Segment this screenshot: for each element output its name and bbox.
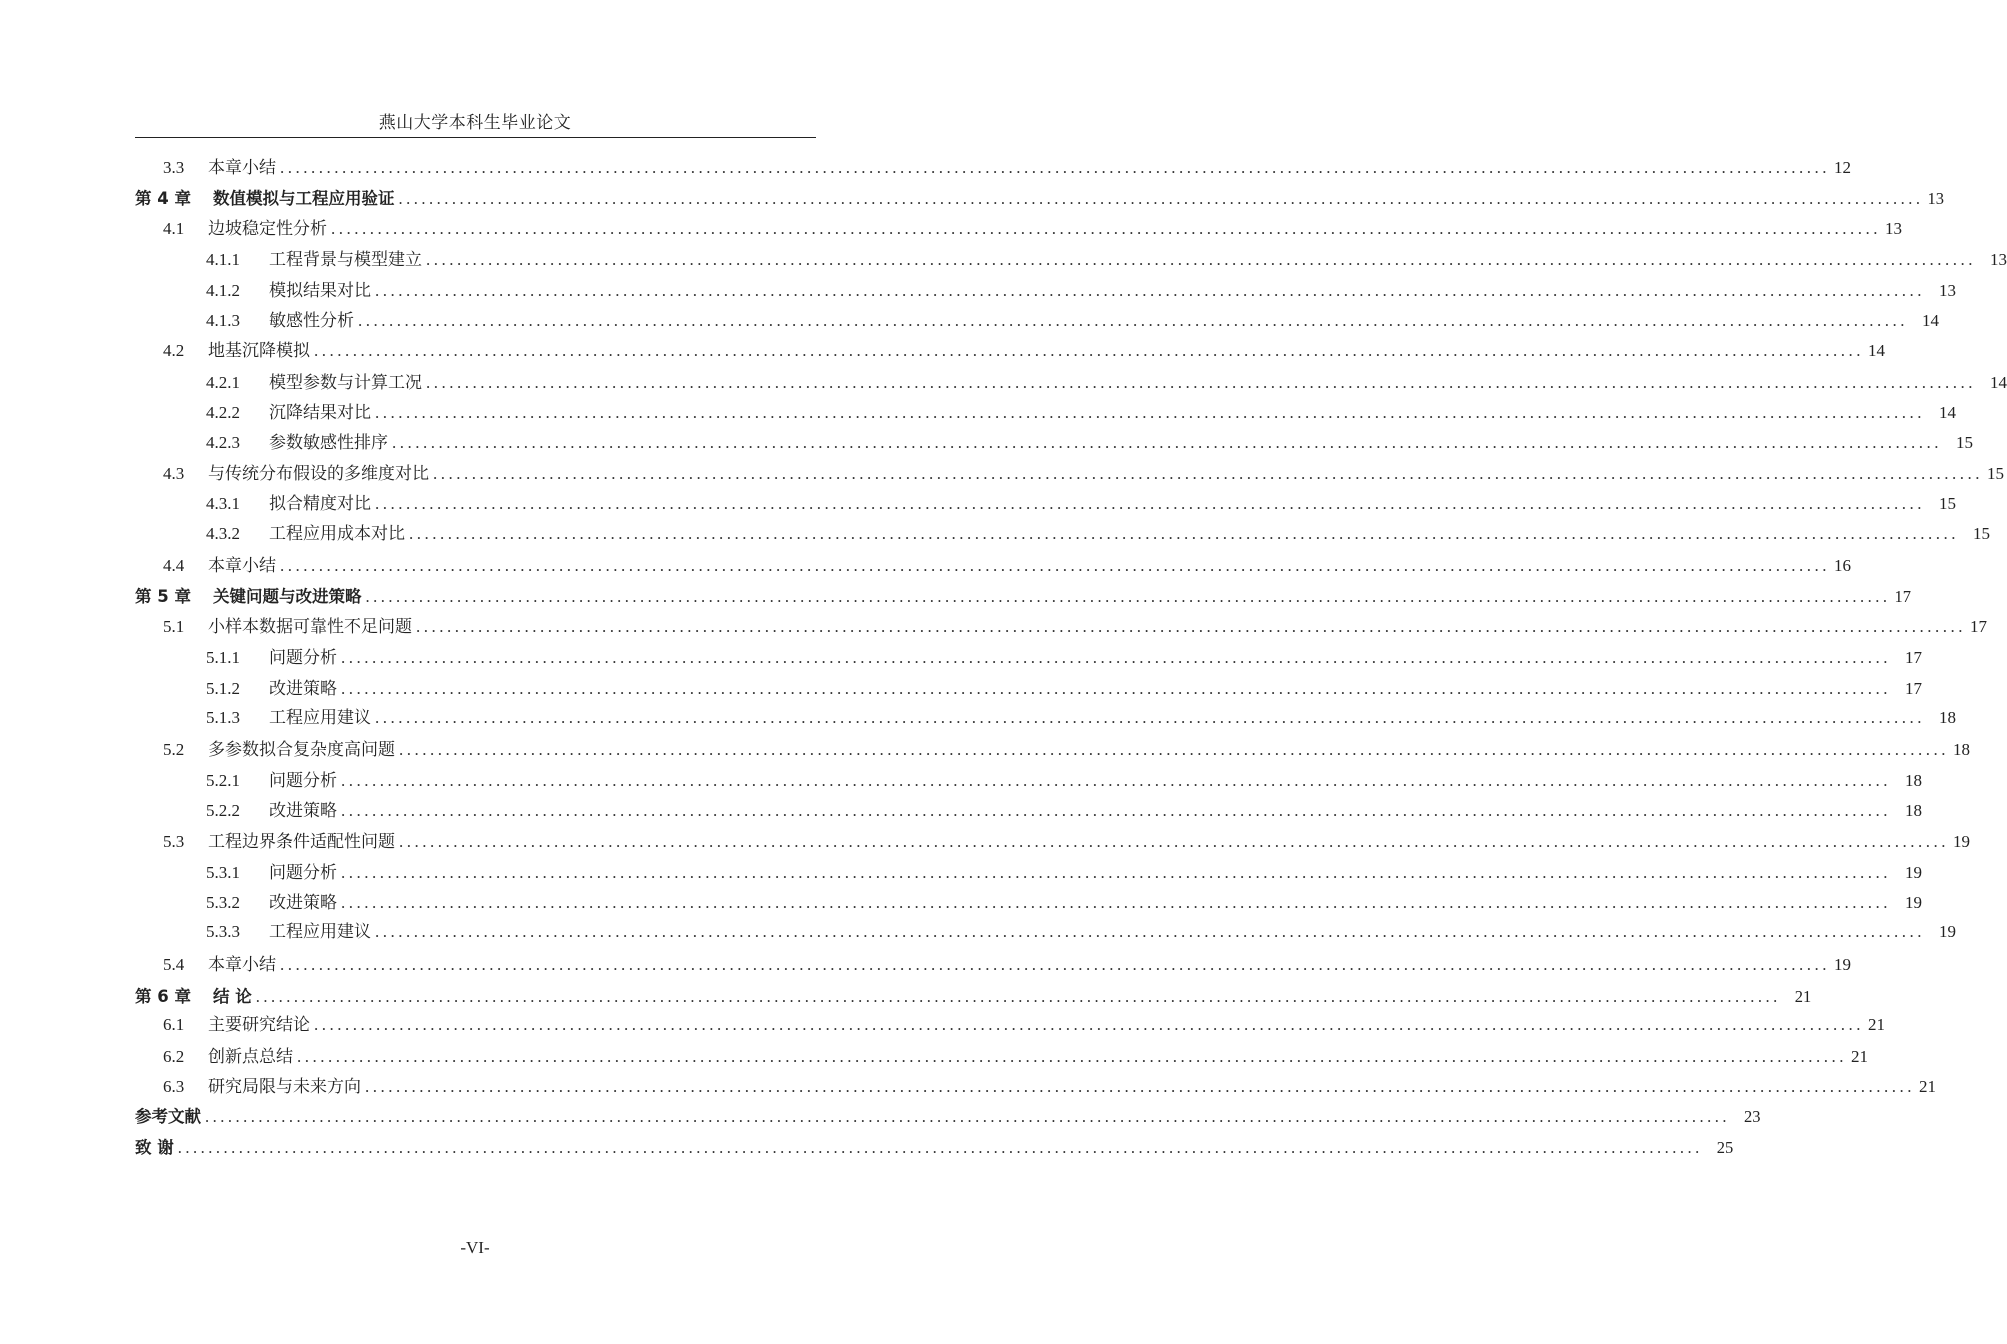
toc-page-number: 19 <box>1905 893 1922 912</box>
toc-entry-row[interactable] <box>135 769 1922 793</box>
toc-entry-row[interactable] <box>135 830 1970 854</box>
toc-entry-number: 第 4 章 <box>135 189 191 208</box>
toc-entry-title: 改进策略 <box>269 893 337 912</box>
toc-page-number: 25 <box>1716 1138 1734 1157</box>
toc-entry-number: 4.1 <box>163 219 185 238</box>
toc-entry-row[interactable] <box>135 401 1956 425</box>
toc-page-number: 14 <box>1990 373 2007 392</box>
toc-entry-number: 5.1 <box>163 617 185 636</box>
toc-entry-title: 工程应用建议 <box>269 708 371 727</box>
toc-leader-dots: ........................................................................................................................................................................................................ <box>331 219 1881 238</box>
toc-leader-dots: ........................................................................................................................................................................................................ <box>177 1138 1703 1157</box>
toc-entry-row[interactable] <box>135 677 1922 701</box>
toc-page-number: 19 <box>1905 863 1922 882</box>
toc-entry-row[interactable] <box>135 279 1956 303</box>
toc-entry-number: 6.2 <box>163 1047 185 1066</box>
toc-leader-dots: ........................................................................................................................................................................................................ <box>314 1015 1864 1034</box>
toc-leader-dots: ........................................................................................................................................................................................................ <box>280 158 1830 177</box>
toc-entry-number: 5.2.2 <box>206 801 240 820</box>
toc-page-number: 13 <box>1927 189 1944 208</box>
toc-chapter-row[interactable] <box>135 1105 1761 1129</box>
toc-page-number: 19 <box>1953 832 1970 851</box>
toc-entry-title: 工程应用建议 <box>269 922 371 941</box>
toc-entry-number: 4.1.3 <box>206 311 240 330</box>
toc-entry-title: 多参数拟合复杂度高问题 <box>208 740 395 759</box>
toc-leader-dots: ........................................................................................................................................................................................................ <box>399 832 1949 851</box>
toc-entry-number: 第 6 章 <box>135 987 191 1006</box>
toc-entry-title: 改进策略 <box>269 679 337 698</box>
toc-entry-title: 地基沉降模拟 <box>208 341 310 360</box>
toc-entry-row[interactable] <box>135 462 2004 486</box>
toc-leader-dots: ........................................................................................................................................................................................................ <box>297 1047 1847 1066</box>
toc-entry-row[interactable] <box>135 920 1956 944</box>
toc-entry-row[interactable] <box>135 309 1939 333</box>
toc-leader-dots: ........................................................................................................................................................................................................ <box>280 556 1830 575</box>
toc-page-number: 19 <box>1834 955 1851 974</box>
toc-page-number: 21 <box>1851 1047 1868 1066</box>
toc-page-number: 12 <box>1834 158 1851 177</box>
toc-leader-dots: ........................................................................................................................................................................................................ <box>433 464 1983 483</box>
toc-entry-row[interactable] <box>135 1013 1885 1037</box>
toc-page-number: 15 <box>1956 433 1973 452</box>
toc-page-number: 15 <box>1939 494 1956 513</box>
toc-leader-dots: ........................................................................................................................................................................................................ <box>314 341 1864 360</box>
toc-leader-dots: ........................................................................................................................................................................................................ <box>375 403 1925 422</box>
toc-entry-title: 边坡稳定性分析 <box>208 219 327 238</box>
toc-leader-dots: ........................................................................................................................................................................................................ <box>426 373 1976 392</box>
toc-entry-number: 6.1 <box>163 1015 185 1034</box>
toc-entry-title: 研究局限与未来方向 <box>208 1077 361 1096</box>
toc-leader-dots: ........................................................................................................................................................................................................ <box>398 189 1924 208</box>
toc-page-number: 17 <box>1894 587 1911 606</box>
toc-page-number: 13 <box>1885 219 1902 238</box>
toc-leader-dots: ........................................................................................................................................................................................................ <box>280 955 1830 974</box>
toc-page-number: 18 <box>1905 801 1922 820</box>
toc-entry-number: 4.1.1 <box>206 250 240 269</box>
toc-page-number: 17 <box>1970 617 1987 636</box>
toc-page-number: 17 <box>1905 679 1922 698</box>
toc-page-number: 23 <box>1744 1107 1761 1126</box>
toc-entry-title: 问题分析 <box>269 863 337 882</box>
toc-leader-dots: ........................................................................................................................................................................................................ <box>409 524 1959 543</box>
toc-entry-number: 6.3 <box>163 1077 185 1096</box>
toc-entry-number: 5.1.1 <box>206 648 240 667</box>
toc-entry-title: 敏感性分析 <box>269 311 354 330</box>
toc-entry-title: 与传统分布假设的多维度对比 <box>208 464 429 483</box>
toc-leader-dots: ........................................................................................................................................................................................................ <box>375 922 1925 941</box>
toc-leader-dots: ........................................................................................................................................................................................................ <box>399 740 1949 759</box>
toc-entry-row[interactable] <box>135 248 2007 272</box>
toc-entry-title: 工程背景与模型建立 <box>269 250 422 269</box>
toc-entry-number: 4.2.3 <box>206 433 240 452</box>
toc-page-number: 18 <box>1939 708 1956 727</box>
toc-leader-dots: ........................................................................................................................................................................................................ <box>341 679 1891 698</box>
toc-entry-row[interactable] <box>135 799 1922 823</box>
toc-entry-row[interactable] <box>135 646 1922 670</box>
toc-leader-dots: ........................................................................................................................................................................................................ <box>416 617 1966 636</box>
toc-leader-dots: ........................................................................................................................................................................................................ <box>341 648 1891 667</box>
toc-leader-dots: ........................................................................................................................................................................................................ <box>375 494 1925 513</box>
running-header: 燕山大学本科生毕业论文 <box>378 113 572 132</box>
toc-leader-dots: ........................................................................................................................................................................................................ <box>426 250 1976 269</box>
page-number: -VI- <box>460 1238 490 1257</box>
toc-page-number: 14 <box>1922 311 1939 330</box>
toc-page-number: 14 <box>1939 403 1956 422</box>
toc-entry-row[interactable] <box>135 615 1987 639</box>
toc-entry-title: 结 论 <box>213 987 252 1006</box>
toc-entry-row[interactable] <box>135 492 1956 516</box>
toc-entry-number: 5.4 <box>163 955 185 974</box>
toc-entry-row[interactable] <box>135 738 1970 762</box>
toc-page-number: 13 <box>1939 281 1956 300</box>
toc-page-number: 18 <box>1905 771 1922 790</box>
toc-entry-title: 创新点总结 <box>208 1047 293 1066</box>
toc-leader-dots: ........................................................................................................................................................................................................ <box>375 281 1925 300</box>
toc-page-number: 21 <box>1794 987 1812 1006</box>
toc-chapter-row[interactable] <box>135 585 1911 609</box>
toc-entry-row[interactable] <box>135 953 1851 977</box>
toc-entry-title: 拟合精度对比 <box>269 494 371 513</box>
toc-entry-title: 关键问题与改进策略 <box>213 587 362 606</box>
toc-entry-title: 沉降结果对比 <box>269 403 371 422</box>
toc-entry-number: 4.4 <box>163 556 185 575</box>
toc-chapter-row[interactable] <box>135 1136 1734 1160</box>
toc-chapter-row[interactable] <box>135 985 1812 1009</box>
toc-entry-row[interactable] <box>135 522 1990 546</box>
toc-entry-number: 5.3.2 <box>206 893 240 912</box>
toc-entry-number: 5.2.1 <box>206 771 240 790</box>
toc-chapter-row[interactable] <box>135 187 1944 211</box>
toc-entry-number: 4.2.1 <box>206 373 240 392</box>
toc-entry-row[interactable] <box>135 431 1973 455</box>
toc-entry-row[interactable] <box>135 1075 1936 1099</box>
toc-page-number: 18 <box>1953 740 1970 759</box>
toc-entry-title: 模型参数与计算工况 <box>269 373 422 392</box>
toc-entry-title: 本章小结 <box>208 158 276 177</box>
toc-page-number: 19 <box>1939 922 1956 941</box>
toc-entry-number: 第 5 章 <box>135 587 191 606</box>
toc-entry-title: 主要研究结论 <box>208 1015 310 1034</box>
toc-entry-number: 5.1.3 <box>206 708 240 727</box>
toc-leader-dots: ........................................................................................................................................................................................................ <box>358 311 1908 330</box>
toc-page-number: 21 <box>1868 1015 1885 1034</box>
toc-entry-title: 致 谢 <box>135 1138 174 1157</box>
toc-page-number: 16 <box>1834 556 1851 575</box>
toc-entry-number: 4.3.2 <box>206 524 240 543</box>
toc-entry-title: 本章小结 <box>208 556 276 575</box>
toc-entry-title: 工程边界条件适配性问题 <box>208 832 395 851</box>
toc-leader-dots: ........................................................................................................................................................................................................ <box>341 893 1891 912</box>
toc-entry-title: 改进策略 <box>269 801 337 820</box>
toc-entry-number: 3.3 <box>163 158 185 177</box>
toc-entry-title: 参数敏感性排序 <box>269 433 388 452</box>
toc-entry-row[interactable] <box>135 1045 1868 1069</box>
toc-entry-number: 4.3 <box>163 464 185 483</box>
toc-entry-number: 5.3 <box>163 832 185 851</box>
toc-leader-dots: ........................................................................................................................................................................................................ <box>365 587 1891 606</box>
toc-entry-number: 5.1.2 <box>206 679 240 698</box>
toc-entry-number: 5.3.1 <box>206 863 240 882</box>
toc-entry-row[interactable] <box>135 156 1851 180</box>
toc-entry-number: 4.3.1 <box>206 494 240 513</box>
toc-entry-row[interactable] <box>135 339 1885 363</box>
toc-entry-title: 问题分析 <box>269 771 337 790</box>
toc-entry-row[interactable] <box>135 217 1902 241</box>
toc-page-number: 17 <box>1905 648 1922 667</box>
toc-page-number: 15 <box>1973 524 1990 543</box>
toc-leader-dots: ........................................................................................................................................................................................................ <box>365 1077 1915 1096</box>
toc-entry-number: 5.2 <box>163 740 185 759</box>
toc-entry-number: 4.2.2 <box>206 403 240 422</box>
toc-leader-dots: ........................................................................................................................................................................................................ <box>255 987 1781 1006</box>
toc-page-number: 15 <box>1987 464 2004 483</box>
toc-leader-dots: ........................................................................................................................................................................................................ <box>205 1107 1730 1126</box>
toc-entry-title: 工程应用成本对比 <box>269 524 405 543</box>
toc-entry-title: 参考文献 <box>135 1107 201 1126</box>
toc-entry-number: 4.1.2 <box>206 281 240 300</box>
toc-entry-title: 模拟结果对比 <box>269 281 371 300</box>
toc-page-number: 21 <box>1919 1077 1936 1096</box>
toc-entry-row[interactable] <box>135 891 1922 915</box>
toc-leader-dots: ........................................................................................................................................................................................................ <box>375 708 1925 727</box>
toc-leader-dots: ........................................................................................................................................................................................................ <box>392 433 1942 452</box>
toc-page-number: 14 <box>1868 341 1885 360</box>
toc-entry-title: 问题分析 <box>269 648 337 667</box>
toc-entry-row[interactable] <box>135 554 1851 578</box>
toc-entry-row[interactable] <box>135 861 1922 885</box>
toc-entry-title: 数值模拟与工程应用验证 <box>213 189 395 208</box>
toc-leader-dots: ........................................................................................................................................................................................................ <box>341 771 1891 790</box>
toc-page-number: 13 <box>1990 250 2007 269</box>
toc-entry-row[interactable] <box>135 706 1956 730</box>
toc-entry-title: 本章小结 <box>208 955 276 974</box>
toc-leader-dots: ........................................................................................................................................................................................................ <box>341 801 1891 820</box>
toc-leader-dots: ........................................................................................................................................................................................................ <box>341 863 1891 882</box>
toc-entry-number: 5.3.3 <box>206 922 240 941</box>
toc-entry-row[interactable] <box>135 371 2007 395</box>
toc-entry-title: 小样本数据可靠性不足问题 <box>208 617 412 636</box>
toc-entry-number: 4.2 <box>163 341 185 360</box>
